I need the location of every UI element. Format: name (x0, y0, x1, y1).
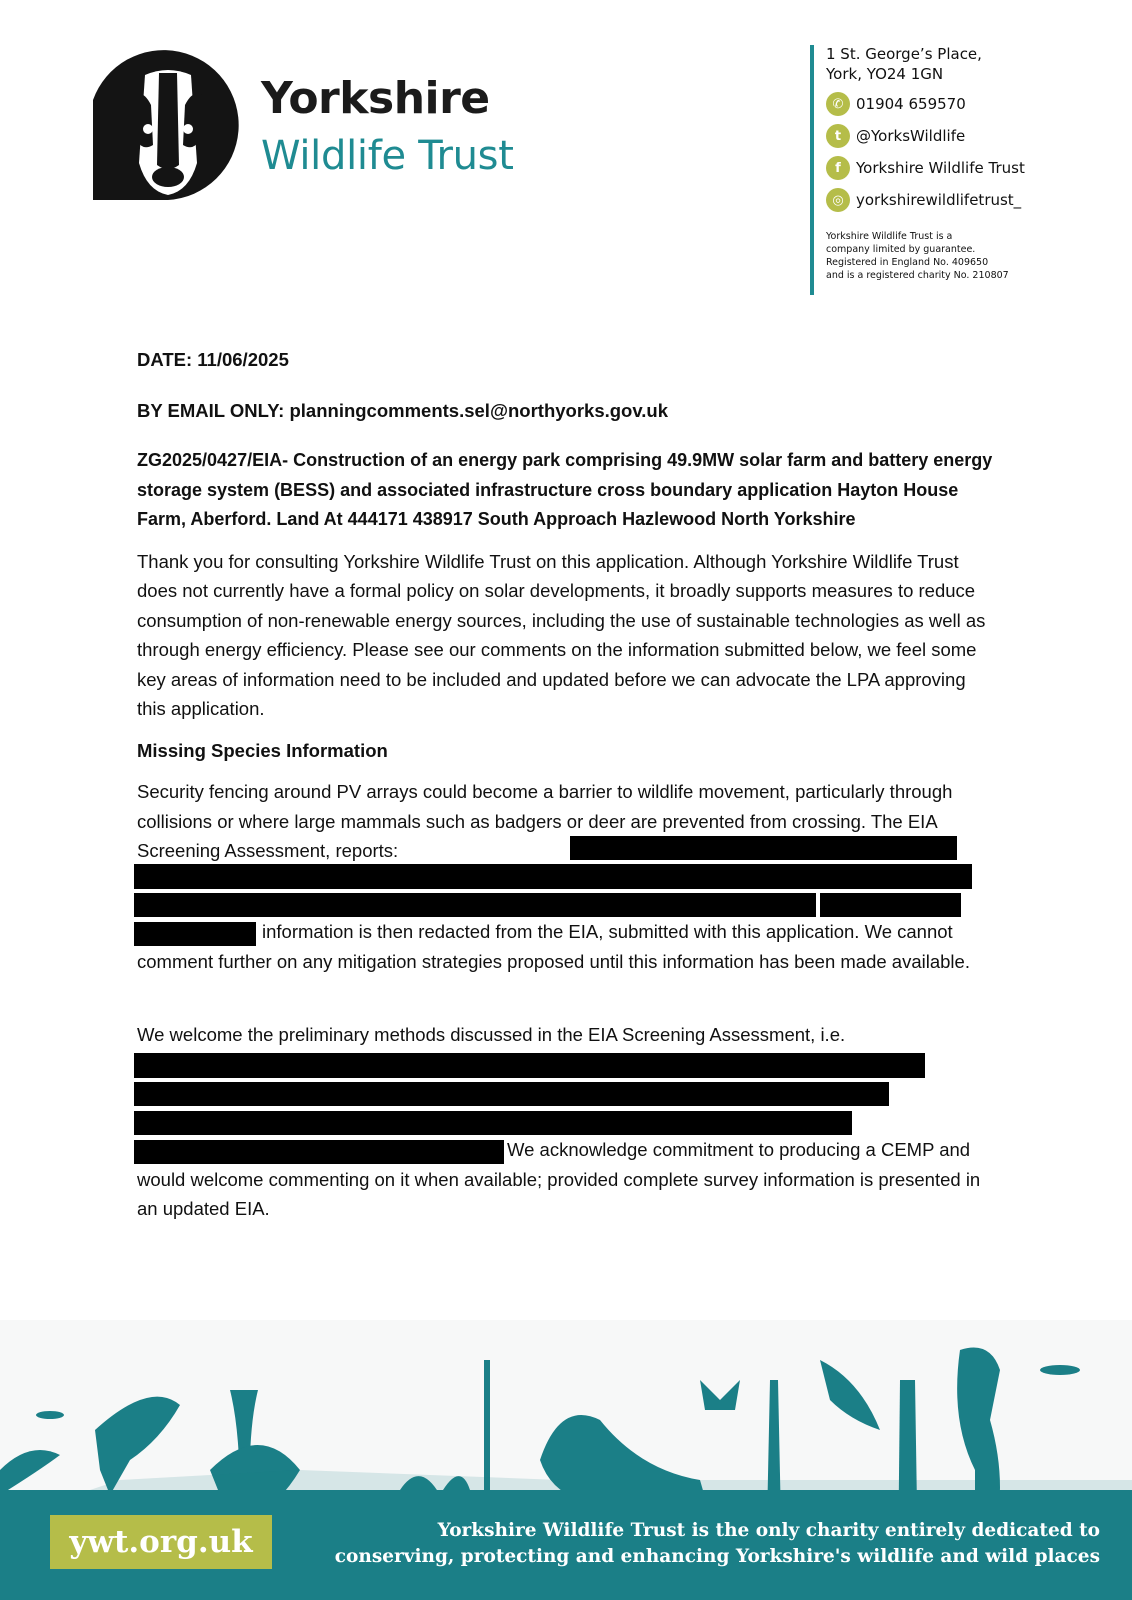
phone-icon: ✆ (826, 92, 850, 116)
address: 1 St. George’s Place, York, YO24 1GN (826, 45, 982, 83)
redaction-block (134, 1111, 852, 1135)
twitter-row (826, 124, 1110, 148)
email-address: planningcomments.sel@northyorks.gov.uk (289, 399, 668, 421)
legal-notice: Yorkshire Wildlife Trust is a company limited by guarantee. Registered in England No. 409650 and is a registered charity No. 210807 (826, 231, 1009, 281)
twitter-handle: @YorksWildlife (856, 127, 966, 145)
para-methods-start: We welcome the preliminary methods discussed in the EIA Screening Assessment, i.e. (137, 1024, 846, 1045)
redaction-block (134, 893, 816, 917)
ywt-logo (93, 45, 563, 205)
email-label: BY EMAIL ONLY: (137, 399, 285, 421)
letter-body (137, 345, 997, 866)
para-methods-end: We acknowledge commitment to producing a CEMP and would welcome commenting on it when available; provided complete survey information is presented in an updated EIA. (137, 1139, 981, 1219)
logo-title-wildlife-trust: Wildlife Trust (261, 133, 514, 179)
footer-tagline: Yorkshire Wildlife Trust is the only charity entirely dedicated to conserving, protecting and enhancing Yorkshire's wildlife and wild places (334, 1520, 1100, 1567)
heading-missing-species: Missing Species Information (137, 739, 388, 761)
phone-row (826, 92, 1110, 116)
email-line (137, 396, 997, 426)
redaction-block (134, 864, 972, 889)
facebook-name: Yorkshire Wildlife Trust (856, 159, 1025, 177)
contact-block (810, 45, 1110, 295)
instagram-handle: yorkshirewildlifetrust_ (856, 191, 1022, 209)
para-fencing-end: information is then redacted from the EIA, submitted with this application. We cannot comment further on any mitigation strategies proposed until this information has been made available. (137, 921, 970, 972)
redaction-block (820, 893, 961, 917)
redaction-block (134, 1082, 889, 1106)
logo-title-yorkshire: Yorkshire (261, 73, 490, 124)
website-url[interactable]: ywt.org.uk (50, 1515, 272, 1569)
intro-paragraph: Thank you for consulting Yorkshire Wildlife Trust on this application. Although Yorkshire Wildlife Trust does not currently have a formal policy on solar developments, it broadly supports measures to reduce consumption of non-renewable energy sources, including the use of sustainable technologies as well as through energy efficiency. Please see our comments on the information submitted below, we feel some key areas of information need to be included and updated before we can advocate the LPA approving this application. (137, 550, 986, 719)
twitter-icon: t (826, 124, 850, 148)
facebook-row (826, 156, 1110, 180)
letter-subject: ZG2025/0427/EIA- Construction of an energy park comprising 49.9MW solar farm and battery energy storage system (BESS) and associated infrastructure cross boundary application Hayton House Farm, Aberford. Land At 444171 438917 South Approach Hazlewood North Yorkshire (137, 450, 993, 529)
redaction-block (134, 1053, 925, 1078)
redaction-block (570, 836, 957, 860)
badger-logo-icon (93, 45, 243, 200)
instagram-row (826, 188, 1110, 212)
phone-number: 01904 659570 (856, 95, 966, 113)
letter-date: DATE: 11/06/2025 (137, 349, 289, 370)
instagram-icon: ◎ (826, 188, 850, 212)
facebook-icon: f (826, 156, 850, 180)
para-fencing-start: Security fencing around PV arrays could become a barrier to wildlife movement, particularly through collisions or where large mammals such as badgers or deer are prevented from crossing. The EIA Screening Assessment, reports: (137, 781, 953, 861)
